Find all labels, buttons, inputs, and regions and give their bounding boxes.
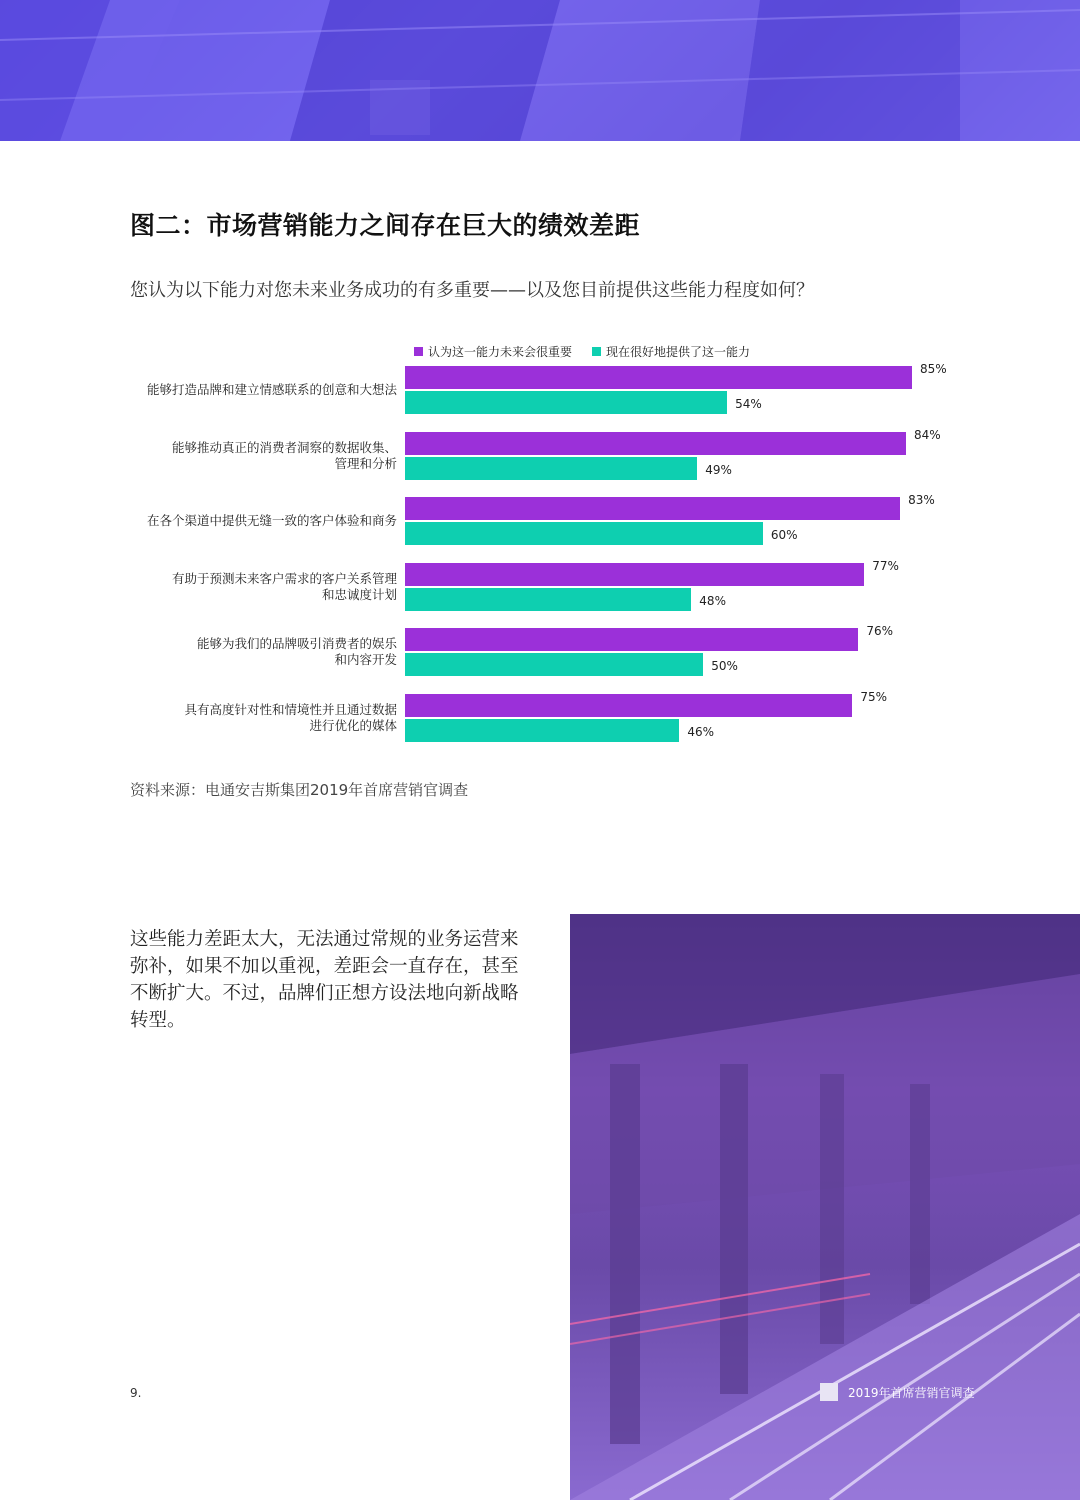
footer-brand-label: 2019年首席营销官调查 bbox=[848, 1385, 975, 1400]
value-label: 60% bbox=[770, 528, 798, 542]
legend-label-important: 认为这一能力未来会很重要 bbox=[428, 345, 573, 359]
bar-provided bbox=[405, 391, 727, 414]
category-label: 具有高度针对性和情境性并且通过数据 进行优化的媒体 bbox=[184, 701, 397, 733]
survey-question: 您认为以下能力对您未来业务成功的有多重要——以及您目前提供这些能力程度如何？ bbox=[130, 280, 814, 301]
bar-important bbox=[405, 563, 864, 586]
page-number: 9. bbox=[130, 1386, 142, 1400]
legend-label-provided: 现在很好地提供了这一能力 bbox=[606, 345, 751, 359]
value-label: 76% bbox=[866, 624, 893, 638]
category-label: 在各个渠道中提供无缝一致的客户体验和商务 bbox=[146, 513, 397, 528]
category-label: 有助于预测未来客户需求的客户关系管理 和忠诚度计划 bbox=[171, 570, 397, 602]
footer-brand bbox=[820, 1383, 975, 1401]
value-label: 48% bbox=[699, 593, 726, 608]
value-label: 83% bbox=[908, 493, 935, 507]
category-label: 能够为我们的品牌吸引消费者的娱乐 和内容开发 bbox=[196, 636, 397, 667]
bar-chart bbox=[0, 360, 1080, 760]
value-label: 49% bbox=[705, 462, 732, 477]
value-label: 77% bbox=[872, 558, 899, 573]
bar-important bbox=[405, 694, 852, 717]
value-label: 75% bbox=[860, 689, 888, 704]
category-label: 能够推动真正的消费者洞察的数据收集、 管理和分析 bbox=[171, 439, 397, 471]
value-label: 85% bbox=[920, 362, 947, 376]
legend-item-important bbox=[414, 343, 572, 360]
value-label: 50% bbox=[711, 659, 738, 673]
bar-important bbox=[405, 628, 858, 651]
legend-item-provided bbox=[592, 343, 750, 360]
legend-swatch-provided bbox=[592, 347, 601, 356]
category-label: 能够打造品牌和建立情感联系的创意和大想法 bbox=[146, 382, 397, 397]
source-note: 资料来源：电通安吉斯集团2019年首席营销官调查 bbox=[130, 781, 469, 799]
value-label: 46% bbox=[687, 724, 715, 739]
bar-provided bbox=[405, 522, 763, 545]
bar-important bbox=[405, 366, 912, 389]
bar-important bbox=[405, 432, 906, 455]
bar-important bbox=[405, 497, 900, 520]
header-banner-image bbox=[0, 0, 1080, 141]
figure-title: 图二：市场营销能力之间存在巨大的绩效差距 bbox=[130, 211, 641, 240]
logo-icon bbox=[820, 1383, 838, 1401]
bar-provided bbox=[405, 457, 697, 480]
highway-photo bbox=[570, 914, 1080, 1500]
bar-provided bbox=[405, 588, 691, 611]
body-paragraph: 这些能力差距太大，无法通过常规的业务运营来弥补，如果不加以重视，差距会一直存在，甚至不断扩大。不过，品牌们正想方设法地向新战略转型。 bbox=[130, 929, 519, 1031]
chart-legend bbox=[414, 343, 750, 360]
bar-provided bbox=[405, 719, 679, 742]
bar-provided bbox=[405, 653, 703, 676]
value-label: 54% bbox=[735, 397, 762, 411]
value-label: 84% bbox=[914, 427, 941, 442]
legend-swatch-important bbox=[414, 347, 423, 356]
